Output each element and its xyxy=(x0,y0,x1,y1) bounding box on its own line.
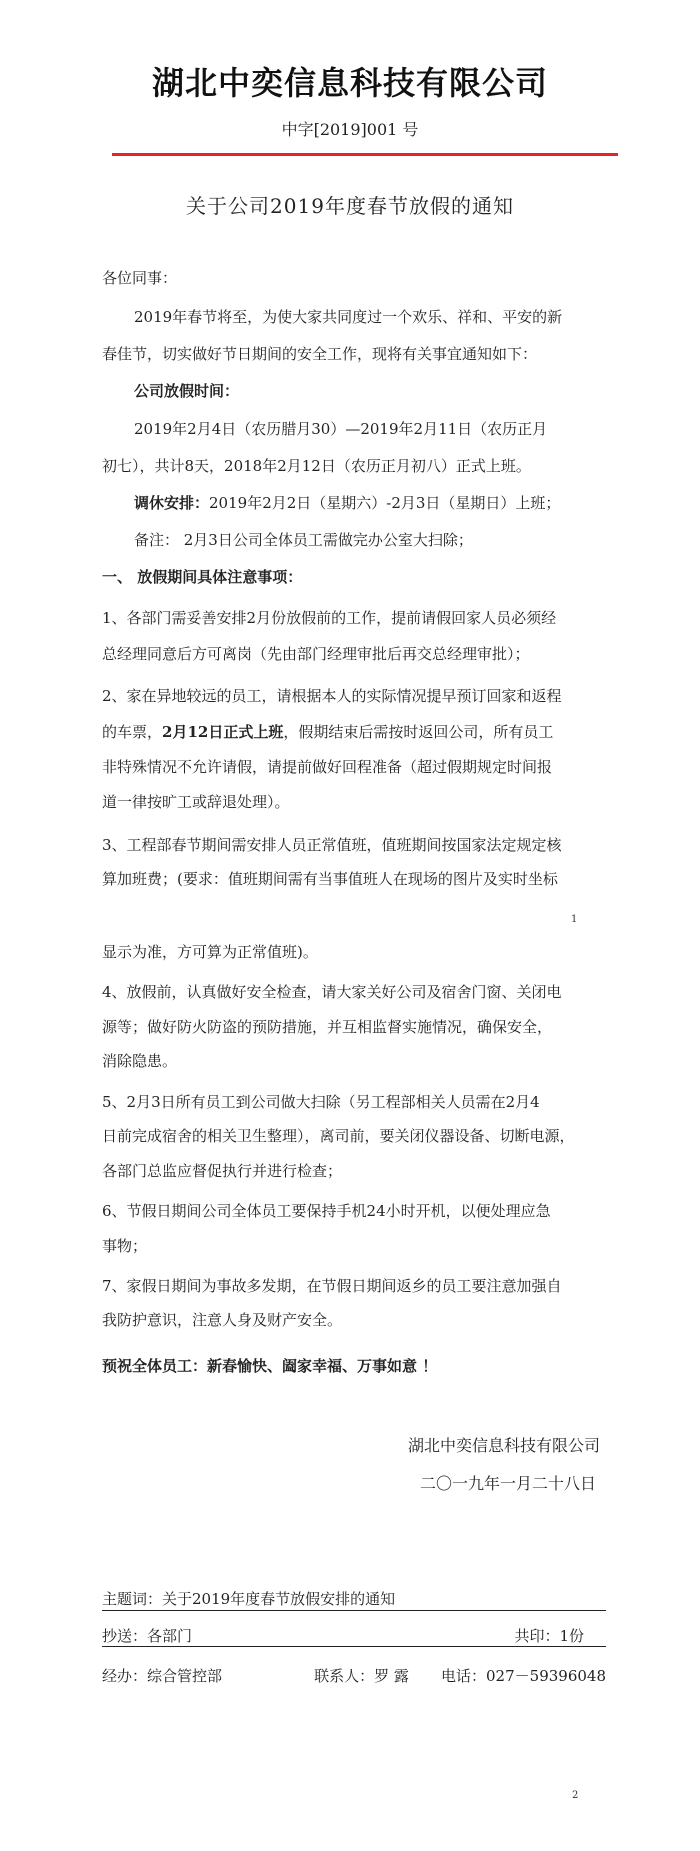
company-title: 湖北中奕信息科技有限公司 xyxy=(151,64,548,102)
holiday-line-1: 2019年2月4日（农历腊月30）—2019年2月11日（农历正月 xyxy=(134,420,548,438)
footer-cc: 抄送：各部门 xyxy=(102,1627,193,1645)
footer-cc-row xyxy=(102,1625,606,1646)
signature-company: 湖北中奕信息科技有限公司 xyxy=(408,1436,601,1455)
document-number: 中字[2019]001 号 xyxy=(281,120,419,139)
item-3-line-2: 算加班费；(要求：值班期间需有当事值班人在现场的图片及实时坐标 xyxy=(102,870,558,888)
item-2-line-2 xyxy=(102,722,553,742)
item-4-line-1: 4、放假前，认真做好安全检查，请大家关好公司及宿舍门窗、关闭电 xyxy=(102,983,562,1001)
footer-rule-2 xyxy=(102,1646,606,1647)
holiday-heading: 公司放假时间： xyxy=(134,382,240,400)
intro-line-1: 2019年春节将至，为使大家共同度过一个欢乐、祥和、平安的新 xyxy=(134,308,563,326)
salutation: 各位同事： xyxy=(102,269,178,287)
item-6-line-1: 6、节假日期间公司全体员工要保持手机24小时开机，以便处理应急 xyxy=(102,1202,551,1220)
item-2-line-3: 非特殊情况不允许请假，请提前做好回程准备（超过假期规定时间报 xyxy=(102,758,553,776)
return-date-emphasis: 2月12日正式上班 xyxy=(162,723,284,741)
item-5-line-2: 日前完成宿舍的相关卫生整理），离司前，要关闭仪器设备、切断电源， xyxy=(102,1127,575,1145)
item-2-line-4: 道一律按旷工或辞退处理）。 xyxy=(102,793,290,811)
red-header-rule xyxy=(112,153,618,156)
item-6-line-2: 事物； xyxy=(102,1237,148,1255)
signature-date: 二〇一九年一月二十八日 xyxy=(420,1474,597,1493)
page-number-1: 1 xyxy=(571,914,578,925)
notice-title: 关于公司2019年度春节放假的通知 xyxy=(186,194,514,218)
item-7-line-2: 我防护意识，注意人身及财产安全。 xyxy=(102,1311,343,1329)
holiday-line-2: 初七），共计8天，2018年2月12日（农历正月初八）正式上班。 xyxy=(102,457,531,475)
item-1-line-1: 1、各部门需妥善安排2月份放假前的工作，提前请假回家人员必须经 xyxy=(102,609,557,627)
item-4-line-3: 消除隐患。 xyxy=(102,1052,178,1070)
footer-contact: 联系人：罗 露 xyxy=(314,1667,409,1685)
footer-contact-row xyxy=(102,1665,606,1686)
footer-subject-row xyxy=(102,1588,606,1609)
item-1-line-2: 总经理同意后方可离岗（先由部门经理审批后再交总经理审批）； xyxy=(102,645,530,663)
wishes: 预祝全体员工：新春愉快、阖家幸福、万事如意 ！ xyxy=(102,1357,438,1375)
item-4-line-2: 源等；做好防火防盗的预防措施，并互相监督实施情况，确保安全， xyxy=(102,1018,553,1036)
adjust-text: 2019年2月2日（星期六）-2月3日（星期日）上班； xyxy=(209,494,561,512)
footer-rule-1 xyxy=(102,1610,606,1611)
footer-copies: 共印：1份 xyxy=(514,1627,584,1645)
adjust-label: 调休安排： xyxy=(134,494,210,512)
footer-phone: 电话：027－59396048 xyxy=(441,1667,606,1685)
footer-handler: 经办：综合管控部 xyxy=(102,1667,223,1685)
item-2-text-a: 的车票， xyxy=(102,723,163,741)
adjust-line xyxy=(134,493,560,513)
item-5-line-1: 5、2月3日所有员工到公司做大扫除（另工程部相关人员需在2月4 xyxy=(102,1093,540,1111)
section-heading: 一、 放假期间具体注意事项： xyxy=(102,568,303,586)
page-number-2: 2 xyxy=(572,1790,579,1801)
item-2-text-c: ，假期结束后需按时返回公司，所有员工 xyxy=(283,723,554,741)
item-2-line-1: 2、家在异地较远的员工，请根据本人的实际情况提早预订回家和返程 xyxy=(102,687,562,705)
remark-line: 备注： 2月3日公司全体员工需做完办公室大扫除； xyxy=(134,531,473,549)
intro-line-2: 春佳节，切实做好节日期间的安全工作，现将有关事宜通知如下： xyxy=(102,345,538,363)
item-3-line-1: 3、工程部春节期间需安排人员正常值班，值班期间按国家法定规定核 xyxy=(102,836,562,854)
item-7-line-1: 7、家假日期间为事故多发期，在节假日期间返乡的员工要注意加强自 xyxy=(102,1277,562,1295)
footer-subject: 主题词：关于2019年度春节放假安排的通知 xyxy=(102,1590,396,1608)
item-3-line-3: 显示为准，方可算为正常值班)。 xyxy=(102,943,318,961)
item-5-line-3: 各部门总监应督促执行并进行检查； xyxy=(102,1162,343,1180)
